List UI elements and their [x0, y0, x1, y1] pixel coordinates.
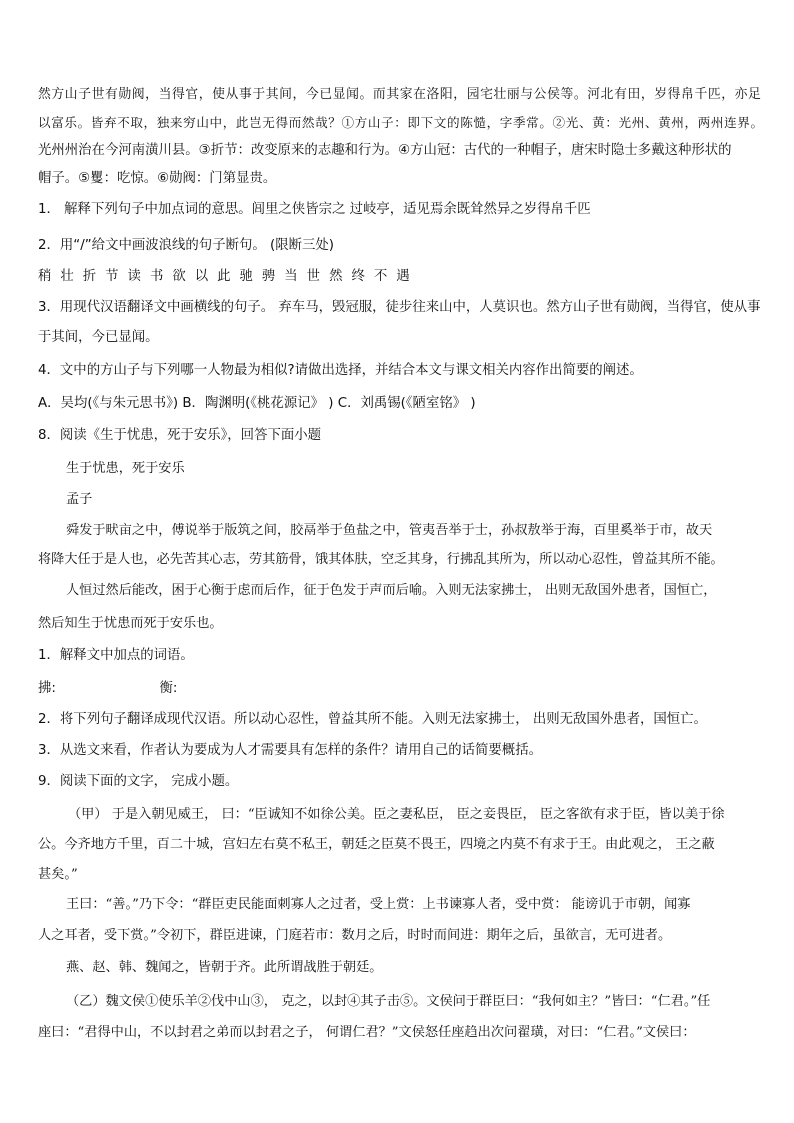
section-9-b-line2: 座曰：“君得中山，不以封君之弟而以封君之子， 何谓仁君？”文侯怒任座趋出次问翟璜，对曰：“仁君。”文侯曰： — [38, 1025, 696, 1040]
passage-line-1: 然方山子世有勋阀，当得官，使从事于其间，今已显闻。而其家在洛阳，园宅壮丽与公侯等。河北有田，岁得帛千匹，亦足 — [38, 87, 762, 102]
section-9-a-line6: 燕、赵、韩、魏闻之，皆朝于齐。此所谓战胜于朝廷。 — [66, 960, 383, 975]
section-9-a-line1: （甲） 于是入朝见威王， 曰：“臣诚知不如徐公美。臣之妻私臣， 臣之妾畏臣， 臣之客欲有求于臣，皆以美于徐 — [68, 807, 725, 822]
section-8-para2-line2: 然后知生于忧患而死于安乐也。 — [38, 616, 223, 631]
section-8-question-2: 2．将下列句子翻译成现代汉语。所以动心忍性，曾益其所不能。入则无法家拂士， 出则无敌国外患者，国恒亡。 — [38, 712, 707, 727]
question-2: 2．用“/”给文中画波浪线的句子断句。 (限断三处) — [38, 238, 335, 253]
section-8-title: 生于忧患，死于安乐 — [66, 461, 185, 476]
question-3-line-2: 于其间，今已显闻。 — [38, 330, 159, 345]
section-9-a-line2: 公。今齐地方千里，百二十城，宫妇左右莫不私王，朝廷之臣莫不畏王，四境之内莫不有求于王。由此观之， 王之蔽 — [38, 837, 715, 852]
passage-line-2: 以富乐。皆弃不取，独来穷山中，此岂无得而然哉？①方山子：即下文的陈慥，字季常。②光、黄：光州、黄州，两州连界。 — [38, 115, 764, 130]
question-4-options: A．吴均(《与朱元思书》) B．陶渊明(《桃花源记》 ) C．刘禹锡(《陋室铭》 ) — [38, 396, 476, 411]
blank-label-fu: 拂: — [38, 681, 56, 696]
section-9-a-line3: 甚矣。” — [38, 867, 78, 882]
question-4: 4．文中的方山子与下列哪一人物最为相似?请做出选择，并结合本文与课文相关内容作出简要的阐述。 — [38, 363, 643, 378]
section-9-a-line4: 王曰：“善。”乃下令：“群臣吏民能面刺寡人之过者，受上赏：上书谏寡人者，受中赏： 能谤讥于市朝，闻寡 — [66, 897, 691, 912]
section-8-question-3: 3．从选文来看，作者认为要成为人才需要具有怎样的条件？请用自己的话简要概括。 — [38, 743, 542, 758]
section-8-heading: 8．阅读《生于忧患，死于安乐》，回答下面小题 — [38, 428, 322, 443]
question-1: 1． 解释下列句子中加点词的意思。闾里之侠皆宗之 过岐亭，适见焉余既耸然异之岁得帛千匹 — [38, 202, 591, 217]
section-8-question-1-blanks — [38, 680, 177, 698]
section-8-question-1: 1．解释文中加点的词语。 — [38, 648, 194, 663]
section-8-para1-line2: 将降大任于是人也，必先苦其心志，劳其筋骨，饿其体肤，空乏其身，行拂乱其所为，所以动心忍性，曾益其所不能。 — [38, 552, 724, 567]
note-line-1: 光州州治在今河南潢川县。③折节：改变原来的志趣和行为。④方山冠：古代的一种帽子，唐宋时隐士多戴这种形状的 — [38, 143, 732, 158]
note-line-2: 帽子。⑤矍：吃惊。⑥勋阀：门第显贵。 — [38, 171, 277, 186]
section-8-author: 孟子 — [66, 492, 93, 507]
section-9-heading: 9．阅读下面的文字， 完成小题。 — [38, 774, 239, 789]
section-8-para1-line1: 舜发于畎亩之中，傅说举于版筑之间，胶鬲举于鱼盐之中，管夷吾举于士，孙叔敖举于海，百里奚举于市，故天 — [66, 523, 713, 538]
question-3-line-1: 3．用现代汉语翻译文中画横线的句子。 弃车马，毁冠服，徒步往来山中，人莫识也。然方山子世有勋阀，当得官，使从事 — [38, 300, 761, 315]
question-2-sentence: 稍壮折节读书欲以此驰骋当世然终不遇 — [38, 269, 419, 284]
section-8-para2-line1: 人恒过然后能改，困于心衡于虑而后作，征于色发于声而后喻。入则无法家拂士， 出则无敌国外患者，国恒亡， — [66, 583, 717, 598]
blank-label-heng: 衡: — [159, 681, 178, 696]
section-9-b-line1: （乙）魏文侯①使乐羊②伐中山③， 克之，以封④其子击⑤。文侯问于群臣曰：“我何如主？”皆曰：“仁君。”任 — [66, 994, 711, 1009]
section-9-a-line5: 人之耳者，受下赏。”令初下，群臣进谏，门庭若市：数月之后，时时而间进：期年之后，虽欲言，无可进者。 — [38, 928, 672, 943]
